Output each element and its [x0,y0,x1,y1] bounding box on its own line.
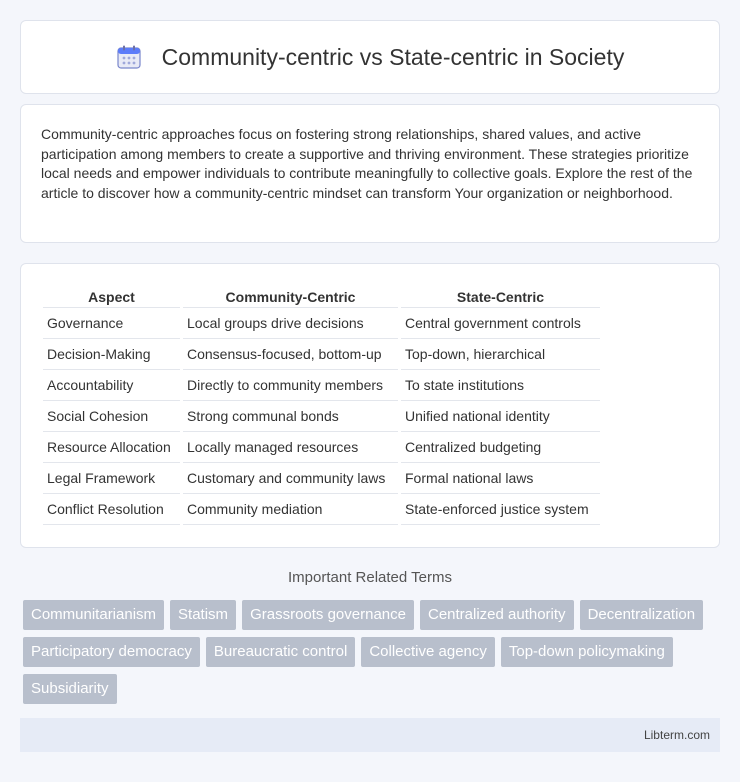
cell-state: To state institutions [401,370,600,401]
related-term-tag[interactable]: Bureaucratic control [206,637,355,667]
cell-community: Consensus-focused, bottom-up [183,339,398,370]
cell-aspect: Social Cohesion [43,401,180,432]
intro-paragraph: Community-centric approaches focus on fostering strong relationships, shared values, and active participation among members to create a supportive and thriving environment. These strategies prioritize local needs and empower individuals to contribute meaningfully to collective goals. Explore the rest of the article to discover how a community-centric mindset can transform Your organization or neighborhood. [41,126,693,201]
cell-community: Directly to community members [183,370,398,401]
cell-community: Community mediation [183,494,398,525]
cell-aspect: Governance [43,308,180,339]
header-aspect: Aspect [43,286,180,308]
related-term-tag[interactable]: Centralized authority [420,600,574,630]
footer [20,718,720,752]
cell-aspect: Accountability [43,370,180,401]
calendar-icon [116,44,142,70]
related-term-tag[interactable]: Statism [170,600,236,630]
cell-state: State-enforced justice system [401,494,600,525]
related-term-tag[interactable]: Decentralization [580,600,704,630]
cell-state: Centralized budgeting [401,432,600,463]
cell-aspect: Legal Framework [43,463,180,494]
cell-state: Central government controls [401,308,600,339]
table-row [43,432,600,463]
cell-community: Strong communal bonds [183,401,398,432]
cell-community: Locally managed resources [183,432,398,463]
table-header-row [43,286,600,308]
header-state-centric: State-Centric [401,286,600,308]
intro-card [20,104,720,243]
table-row [43,308,600,339]
table-row [43,494,600,525]
related-term-tag[interactable]: Subsidiarity [23,674,117,704]
related-term-tag[interactable]: Communitarianism [23,600,164,630]
table-row [43,370,600,401]
table-row [43,401,600,432]
header-community-centric: Community-Centric [183,286,398,308]
cell-aspect: Conflict Resolution [43,494,180,525]
header-card [20,20,720,94]
related-terms-title: Important Related Terms [288,569,452,586]
table-row [43,339,600,370]
comparison-table [40,286,603,525]
related-terms-list [23,600,723,704]
cell-state: Unified national identity [401,401,600,432]
related-term-tag[interactable]: Collective agency [361,637,495,667]
cell-aspect: Resource Allocation [43,432,180,463]
comparison-card [20,263,720,548]
cell-community: Customary and community laws [183,463,398,494]
page-title: Community-centric vs State-centric in Society [161,43,625,70]
cell-aspect: Decision-Making [43,339,180,370]
cell-state: Formal national laws [401,463,600,494]
related-term-tag[interactable]: Grassroots governance [242,600,414,630]
cell-state: Top-down, hierarchical [401,339,600,370]
table-row [43,463,600,494]
related-term-tag[interactable]: Top-down policymaking [501,637,673,667]
footer-site-link[interactable]: Libterm.com [643,728,710,742]
cell-community: Local groups drive decisions [183,308,398,339]
related-term-tag[interactable]: Participatory democracy [23,637,200,667]
